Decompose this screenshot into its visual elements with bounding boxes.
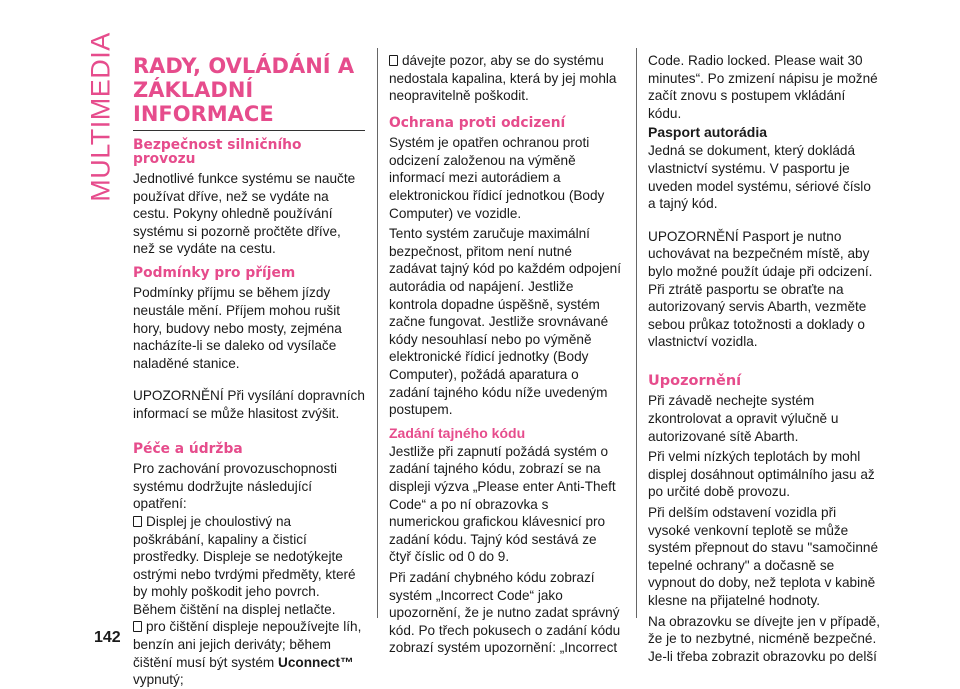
page-number: 142 [94,629,121,646]
checkbox-bullet-icon [133,621,142,632]
heading-warning: Upozornění [648,372,742,389]
bullet-text: dávejte pozor, aby se do systému nedostala kapalina, která by jej mohla neopravitelně poškodit. [389,53,617,104]
paragraph: Jednotlivé funkce systému se naučte používat dříve, než se vydáte na cestu. Pokyny ohledně používání systému si pozorně pročtěte dříve, než se vydáte na cestu. [133,171,356,257]
bullet-item [133,513,365,619]
paragraph: Při velmi nízkých teplotách by mohl displej dosáhnout optimálního jasu až po určité době provozu. [648,449,875,500]
paragraph-note: UPOZORNĚNÍ Pasport je nutno uchovávat na bezpečném místě, aby bylo možné použít údaje při odcizení. Při ztrátě pasportu se obraťte na autorizovaný servis Abarth, vezměte sebou průkaz totožnosti a doklady o vlastnictví vozidla. [648,228,873,350]
column-divider [377,48,378,618]
paragraph: Systém je opatřen ochranou proti odcizení založenou na výměně informací mezi autorádiem a elektronickou řídicí jednotkou (Body Computer) ve vozidle. [389,135,605,221]
page-title: RADY, OVLÁDÁNÍ A ZÁKLADNÍ INFORMACE [133,54,365,131]
paragraph: Jedná se dokument, který dokládá vlastnictví systému. V pasportu je uveden model systému, sériové číslo a tajný kód. [648,143,871,212]
side-label-text: MULTIMEDIA [85,32,116,202]
column-2 [389,52,621,657]
section-side-label [85,32,116,202]
heading-reception: Podmínky pro příjem [133,264,296,281]
subheading-passport: Pasport autorádia [648,124,768,141]
heading-road-safety: Bezpečnost silničního provozu [133,137,302,167]
bullet-text: Displej je choulostivý na poškrábání, kapaliny a čisticí prostředky. Displeje se nedotýkejte ostrými nebo tvrdými předměty, které by mohly poškodit jeho povrch. Během čištění na displej netlačte. [133,513,356,617]
paragraph: Pro zachování provozuschopnosti systému dodržujte následující opatření: [133,461,338,512]
checkbox-bullet-icon [133,516,142,527]
paragraph: Při závadě nechejte systém zkontrolovat a opravit výlučně u autorizované sítě Abarth. [648,393,839,444]
paragraph: Code. Radio locked. Please wait 30 minutes“. Po zmizení nápisu je možné začít znovu s postupem vkládání kódu. [648,53,878,121]
paragraph: Podmínky příjmu se během jízdy neustále mění. Příjem mohou rušit hory, budovy nebo mosty, zejména nacházíte-li se daleko od vysílače naladěné stanice. [133,285,342,371]
column-divider [636,48,637,618]
column-3 [648,52,880,665]
paragraph: Na obrazovku se dívejte jen v případě, že je to nezbytné, nicméně bezpečné. Je-li třeba zobrazit obrazovku po delší [648,613,880,664]
paragraph: Jestliže při zapnutí požádá systém o zadání tajného kódu, zobrazí se na displeji výzva „Please enter Anti-Theft Code“ a po ní obrazovka s numerickou grafickou klávesnicí pro zadání kódu. Tajný kód sestává ze čtyř číslic od 0 do 9. [389,443,616,565]
bullet-item [133,618,365,688]
heading-care: Péče a údržba [133,440,243,457]
paragraph: Při zadání chybného kódu zobrazí systém „Incorrect Code“ jako upozornění, že je nutno zadat správný kód. Po třech pokusech o zadání kódu zobrazí systém upozornění: „Incorrect [389,569,621,656]
paragraph: Při delším odstavení vozidla při vysoké venkovní teplotě se může systém přepnout do stavu "samočinné tepelné ochrany" a dočasně se vypnout do doby, než teplota v kabině klesne na přijatelné hodnoty. [648,504,878,608]
paragraph: Tento systém zaručuje maximální bezpečnost, přitom není nutné zadávat tajný kód po každém odpojení autorádia od napájení. Jestliže kontrola dopadne úspěšně, systém začne fungovat. Jestliže srovnávané kódy nesouhlasí nebo po výměně elektronické řídicí jednotky (Body Computer), požádá aparatura o zadání tajného kódu níže uvedeným postupem. [389,226,622,418]
column-1 [133,52,365,689]
heading-anti-theft: Ochrana proti odcizení [389,114,566,131]
bullet-text: pro čištění displeje nepoužívejte líh, benzín ani jejich deriváty; během čištění musí být systém [133,619,362,670]
bullet-text: vypnutý; [133,672,184,688]
bullet-item [389,52,621,105]
checkbox-bullet-icon [389,55,398,66]
product-name: Uconnect™ [278,654,354,670]
paragraph-note: UPOZORNĚNÍ Při vysílání dopravních informací se může hlasitost zvýšit. [133,388,365,422]
subheading-code-entry: Zadání tajného kódu [389,424,526,441]
